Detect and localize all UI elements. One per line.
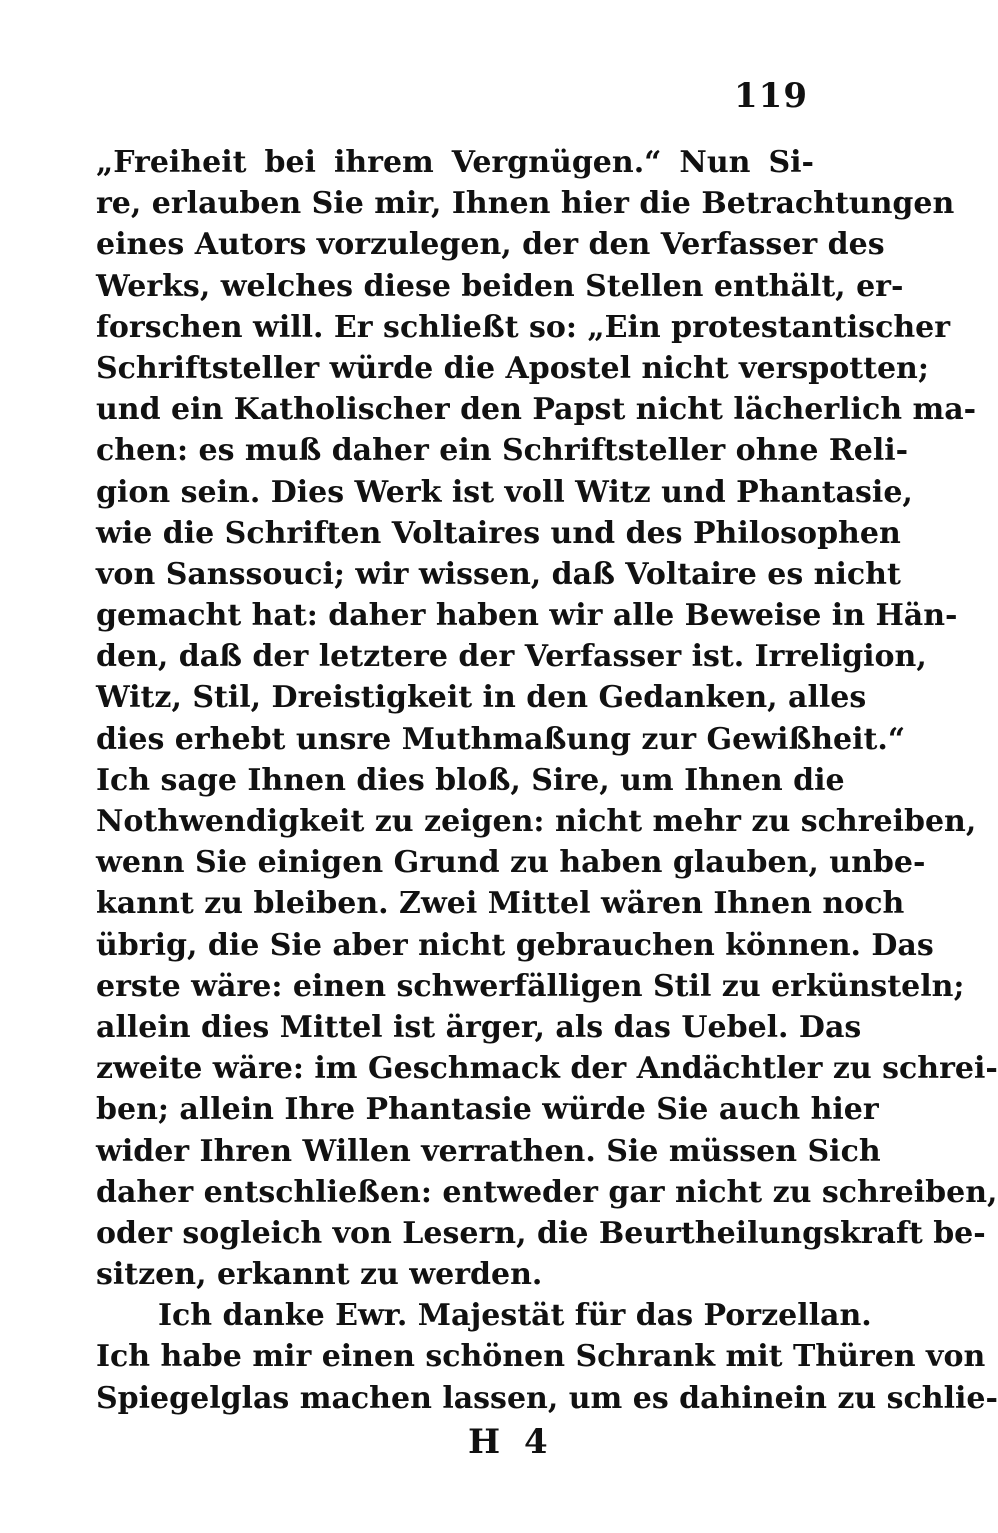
- page-number: 119: [734, 76, 808, 116]
- body-text: [96, 142, 998, 1419]
- text-line: zweite wäre: im Geschmack der Andächtler zu schrei-: [96, 1051, 998, 1087]
- signature-mark: H 4: [468, 1422, 554, 1462]
- text-line: „Freiheit bei ihrem Vergnügen.“ Nun Si-: [96, 145, 814, 180]
- text-line: Schriftsteller würde die Apostel nicht verspotten;: [96, 350, 929, 386]
- text-line: allein dies Mittel ist ärger, als das Uebel. Das: [96, 1009, 862, 1045]
- paragraph-end-line: sitzen, erkannt zu werden.: [96, 1257, 543, 1293]
- text-line: und ein Katholischer den Papst nicht lächerlich ma-: [96, 392, 977, 428]
- text-line: wenn Sie einigen Grund zu haben glauben, unbe-: [96, 845, 926, 881]
- text-line: Ich habe mir einen schönen Schrank mit Thüren von: [96, 1339, 986, 1375]
- paragraph-start-line: Ich danke Ewr. Majestät für das Porzellan.: [158, 1298, 872, 1334]
- text-line: Werks, welches diese beiden Stellen enthält, er-: [96, 268, 904, 304]
- text-line: oder sogleich von Lesern, die Beurtheilungskraft be-: [96, 1215, 986, 1251]
- text-line: forschen will. Er schließt so: „Ein protestantischer: [96, 309, 951, 345]
- text-line: gion sein. Dies Werk ist voll Witz und Phantasie,: [96, 474, 913, 510]
- text-line: von Sanssouci; wir wissen, daß Voltaire es nicht: [96, 556, 901, 592]
- text-line: erste wäre: einen schwerfälligen Stil zu erkünsteln;: [96, 968, 965, 1004]
- text-line: Ich sage Ihnen dies bloß, Sire, um Ihnen die: [96, 762, 845, 798]
- text-line: Nothwendigkeit zu zeigen: nicht mehr zu schreiben,: [96, 804, 977, 839]
- text-line: Spiegelglas machen lassen, um es dahinein zu schlie-: [96, 1380, 998, 1416]
- text-line: wie die Schriften Voltaires und des Philosophen: [96, 515, 901, 551]
- text-line: gemacht hat: daher haben wir alle Beweise in Hän-: [96, 598, 958, 634]
- text-line: ben; allein Ihre Phantasie würde Sie auch hier: [96, 1092, 879, 1128]
- text-line: eines Autors vorzulegen, der den Verfasser des: [96, 227, 885, 263]
- text-line: daher entschließen: entweder gar nicht zu schreiben,: [96, 1174, 998, 1210]
- text-line: übrig, die Sie aber nicht gebrauchen können. Das: [96, 927, 934, 963]
- text-line: wider Ihren Willen verrathen. Sie müssen Sich: [96, 1133, 881, 1169]
- text-line: kannt zu bleiben. Zwei Mittel wären Ihnen noch: [96, 886, 905, 922]
- text-line: Witz, Stil, Dreistigkeit in den Gedanken, alles: [96, 680, 867, 716]
- text-line: dies erhebt unsre Muthmaßung zur Gewißheit.“: [96, 721, 906, 757]
- text-line: re, erlauben Sie mir, Ihnen hier die Betrachtungen: [96, 186, 955, 222]
- text-line: den, daß der letztere der Verfasser ist. Irreligion,: [96, 639, 927, 675]
- text-line: chen: es muß daher ein Schriftsteller ohne Reli-: [96, 433, 909, 469]
